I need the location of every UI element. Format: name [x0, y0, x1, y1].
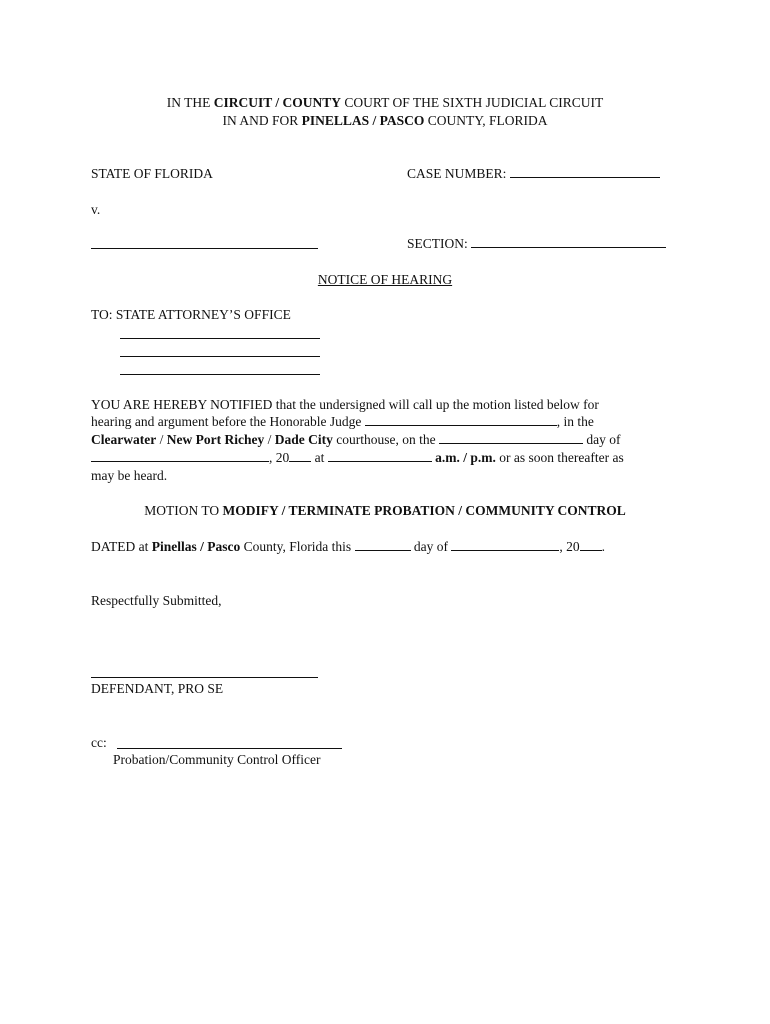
- header-text: IN AND FOR: [222, 113, 302, 128]
- hearing-day-field[interactable]: [439, 431, 583, 444]
- hearing-year-field[interactable]: [289, 449, 311, 462]
- am-pm-option: a.m. / p.m.: [435, 450, 496, 465]
- body-text: day of: [582, 432, 621, 447]
- dated-line: [91, 538, 605, 556]
- header-text: COURT OF THE SIXTH JUDICIAL CIRCUIT: [341, 95, 604, 110]
- to-recipient: TO: STATE ATTORNEY’S OFFICE: [91, 307, 291, 322]
- section-row: [407, 235, 666, 253]
- body-line-3: [91, 431, 620, 449]
- body-line-4: [91, 449, 624, 467]
- court-header-line-1: [0, 94, 770, 112]
- body-text: at: [311, 450, 328, 465]
- case-number-field[interactable]: [510, 165, 660, 178]
- cc-label: cc:: [91, 735, 107, 750]
- dated-text: DATED at: [91, 539, 152, 554]
- recipient-address-line-2[interactable]: [120, 356, 320, 357]
- body-text: or as soon thereafter as: [495, 450, 624, 465]
- cc-recipient-title: Probation/Community Control Officer: [113, 752, 321, 767]
- dated-text: County, Florida this: [240, 539, 352, 554]
- court-header-line-2: [0, 112, 770, 130]
- case-number-label: CASE NUMBER:: [407, 166, 507, 181]
- recipient-address-line-1[interactable]: [120, 338, 320, 339]
- hearing-time-field[interactable]: [328, 449, 432, 462]
- signature-field[interactable]: [91, 677, 318, 678]
- courthouse-option-clearwater: Clearwater: [91, 432, 157, 447]
- body-text: hearing and argument before the Honorable Judge: [91, 414, 362, 429]
- header-county: PINELLAS / PASCO: [301, 113, 425, 128]
- body-text: , 20: [269, 450, 290, 465]
- dated-text: , 20: [559, 539, 580, 554]
- separator: /: [156, 432, 167, 447]
- motion-prefix: MOTION TO: [144, 503, 223, 518]
- section-field[interactable]: [471, 235, 666, 248]
- document-title-text: NOTICE OF HEARING: [317, 272, 453, 287]
- dated-county-option: Pinellas / Pasco: [151, 539, 241, 554]
- defendant-name-field[interactable]: [91, 248, 318, 249]
- dated-year-field[interactable]: [580, 538, 602, 551]
- body-text: courthouse, on the: [332, 432, 436, 447]
- body-line-5: may be heard.: [91, 468, 168, 483]
- motion-title: [0, 502, 770, 520]
- recipient-address-line-3[interactable]: [120, 374, 320, 375]
- document-title: [0, 271, 770, 289]
- courthouse-option-dade-city: Dade City: [274, 432, 333, 447]
- body-line-2: [91, 413, 594, 431]
- dated-day-field[interactable]: [355, 538, 411, 551]
- plaintiff-name: STATE OF FLORIDA: [91, 166, 213, 181]
- signature-label: DEFENDANT, PRO SE: [91, 681, 224, 696]
- closing-text: Respectfully Submitted,: [91, 593, 222, 608]
- header-court-type: CIRCUIT / COUNTY: [213, 95, 342, 110]
- judge-name-field[interactable]: [365, 413, 557, 426]
- dated-month-field[interactable]: [451, 538, 559, 551]
- versus-label: v.: [91, 202, 101, 217]
- body-line-1: YOU ARE HEREBY NOTIFIED that the undersigned will call up the motion listed below for: [91, 397, 599, 412]
- section-label: SECTION:: [407, 236, 468, 251]
- courthouse-option-new-port-richey: New Port Richey: [166, 432, 265, 447]
- dated-text: .: [601, 539, 606, 554]
- body-text: , in the: [556, 414, 594, 429]
- motion-type: MODIFY / TERMINATE PROBATION / COMMUNITY CONTROL: [222, 503, 626, 518]
- header-text: IN THE: [166, 95, 214, 110]
- hearing-month-field[interactable]: [91, 449, 269, 462]
- separator: /: [264, 432, 275, 447]
- case-number-row: [407, 165, 660, 183]
- header-text: COUNTY, FLORIDA: [424, 113, 548, 128]
- dated-text: day of: [410, 539, 449, 554]
- cc-recipient-field[interactable]: [117, 748, 342, 749]
